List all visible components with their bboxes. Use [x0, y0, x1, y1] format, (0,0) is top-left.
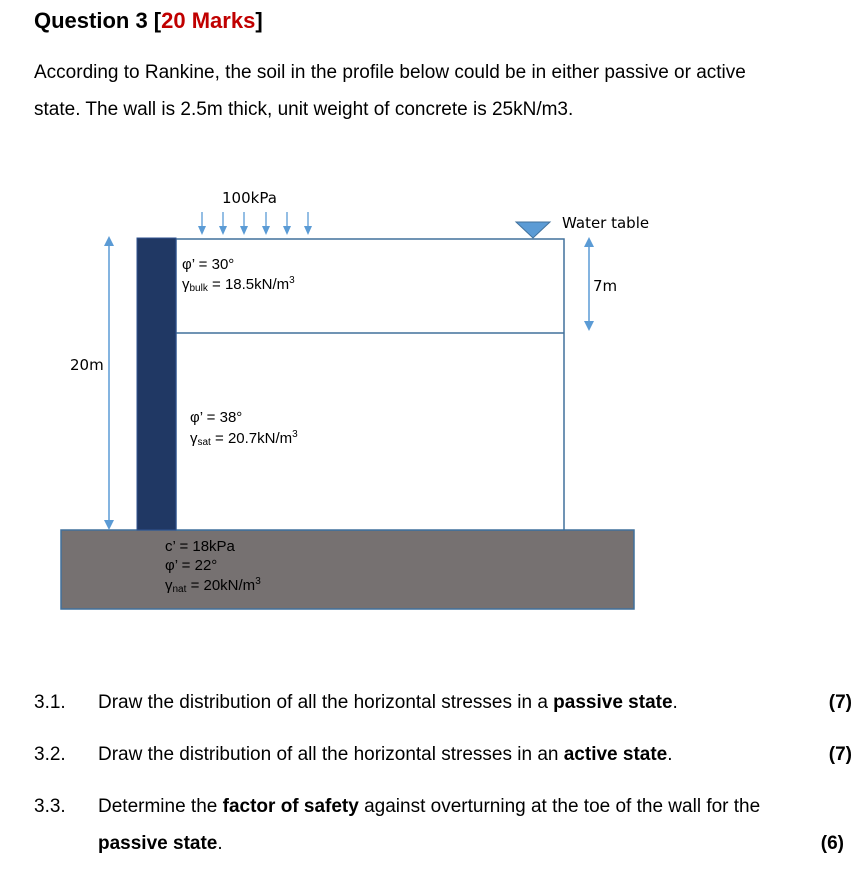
question-3-3-text: Determine the factor of safety against overturning at the toe of the wall for the: [98, 796, 761, 817]
layer2-phi: φ’ = 38°: [190, 409, 243, 426]
question-3-3-marks: (6): [820, 833, 844, 854]
question-3-3-text-line2: passive state.: [98, 833, 223, 854]
layer1-gamma: γbulk = $18.5kN/m^3$: [182, 275, 295, 294]
question-3-1-text: Draw the distribution of all the horizontal stresses in a passive state.: [98, 692, 678, 713]
question-3-1-marks: (7): [828, 692, 852, 713]
title-prefix: Question 3 [: [34, 8, 162, 33]
question-3-2-marks: (7): [828, 744, 852, 765]
intro-line-1: According to Rankine, the soil in the profile below could be in either passive or active: [34, 62, 746, 83]
retaining-wall: [137, 238, 176, 530]
water-table-icon: [516, 222, 550, 238]
height-dimension-arrow: [104, 236, 114, 530]
layer2-gamma: $\gamma sat = 20.7kN/m^3$: [190, 429, 298, 448]
bedrock-layer: [61, 530, 634, 609]
question-3-2-number: 3.2.: [34, 744, 66, 765]
question-3-1-number: 3.1.: [34, 692, 66, 713]
question-3-3-number: 3.3.: [34, 796, 66, 817]
layer3-gamma: $\gamma nat = 20kN/m^3$: [165, 576, 261, 595]
wall-height-label: 20m: [70, 356, 104, 374]
layer3-cohesion: c’ = 18kPa: [165, 538, 235, 555]
intro-line-2: state. The wall is 2.5m thick, unit weight of concrete is 25kN/m3.: [34, 99, 574, 120]
title-marks: 20 Marks: [161, 8, 256, 33]
surcharge-arrows: [198, 212, 312, 235]
question-3-2-text: Draw the distribution of all the horizontal stresses in an active state.: [98, 744, 673, 765]
water-table-label: Water table: [562, 214, 650, 232]
layer1-phi: φ’ = 30°: [182, 256, 235, 273]
surcharge-label: 100kPa: [222, 189, 277, 207]
title-suffix: ]: [255, 8, 263, 33]
water-depth-label: 7m: [593, 277, 618, 295]
layer3-phi: φ’ = 22°: [165, 557, 218, 574]
